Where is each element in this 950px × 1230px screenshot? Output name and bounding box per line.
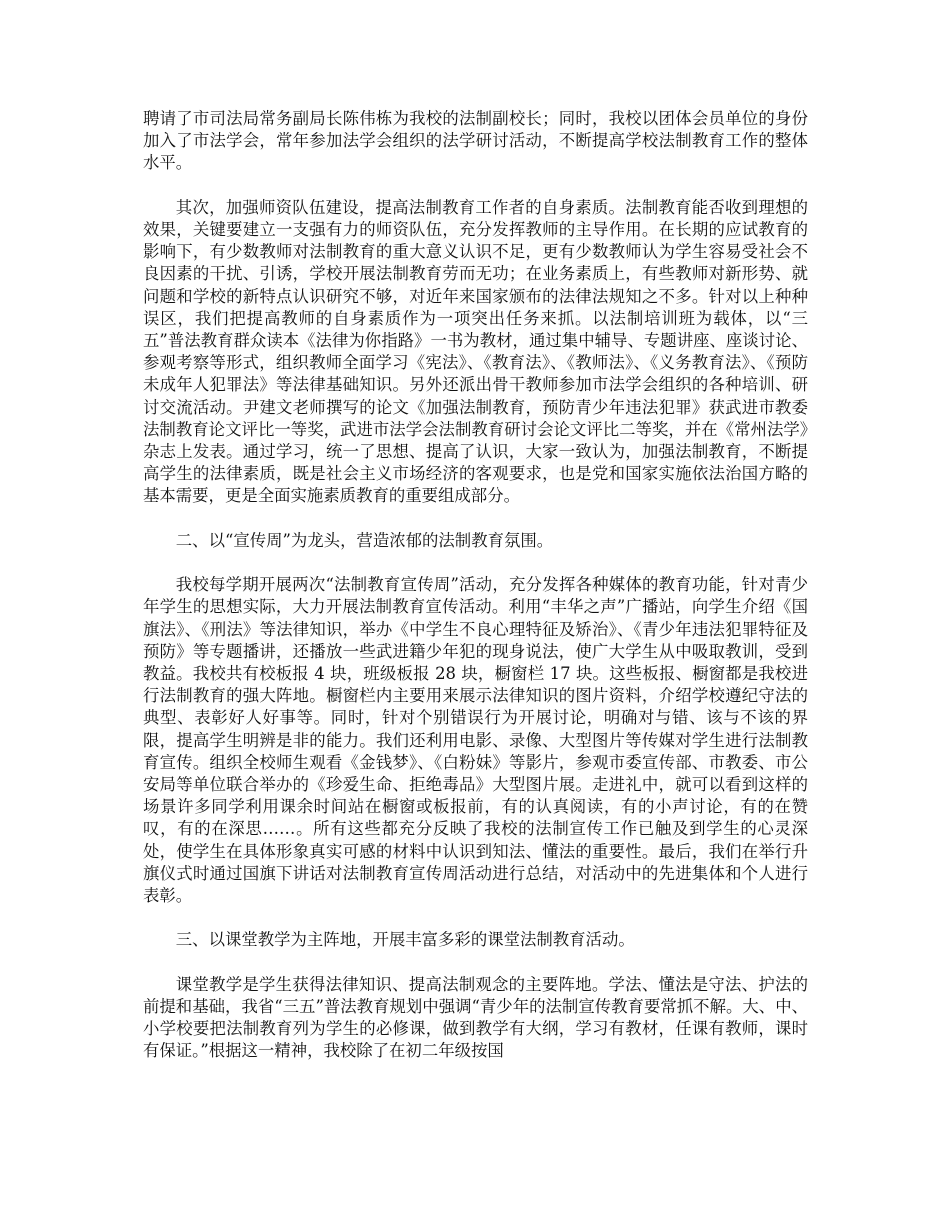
section-heading-publicity-week: 二、以“宣传周”为龙头，营造浓郁的法制教育氛围。 [175,530,554,550]
paragraph-continued: 聘请了市司法局常务副局长陈伟栋为我校的法制副校长；同时，我校以团体会员单位的身份加入了市法学会，常年参加法学会组织的法学研讨活动，不断提高学校法制教育工作的整体水平。 [143,109,808,173]
section-heading-classroom: 三、以课堂教学为主阵地，开展丰富多彩的课堂法制教育活动。 [175,930,635,950]
paragraph-publicity-week: 我校每学期开展两次“法制教育宣传周”活动，充分发挥各种媒体的教育功能，针对青少年学生的思想实际，大力开展法制教育宣传活动。利用“丰华之声”广播站，向学生介绍《国旗法》、《刑法》等法律知识，举办《中学生不良心理特征及矫治》、《青少年违法犯罪特征及预防》等专题播讲，还播放一些武进籍少年犯的现身说法，使广大学生从中吸取教训，受到教益。我校共有校板报 4 块，班级板报 28 块，橱窗栏 17 块。这些板报、橱窗都是我校进行法制教育的强大阵地。橱窗栏内主要用来展示法律知识的图片资料，介绍学校遵纪守法的典型、表彰好人好事等。同时，针对个别错误行为开展讨论，明确对与错、该与不该的界限，提高学生明辨是非的能力。我们还利用电影、录像、大型图片等传媒对学生进行法制教育宣传。组织全校师生观看《金钱梦》、《白粉妹》等影片，参观市委宣传部、市教委、市公安局等单位联合举办的《珍爱生命、拒绝毒品》大型图片展。走进礼中，就可以看到这样的场景许多同学利用课余时间站在橱窗或板报前，有的认真阅读，有的小声讨论，有的在赞叹，有的在深思……。所有这些都充分反映了我校的法制宣传工作已触及到学生的心灵深处，使学生在具体形象真实可感的材料中认识到知法、懂法的重要性。最后，我们在举行升旗仪式时通过国旗下讲话对法制教育宣传周活动进行总结，对活动中的先进集体和个人进行表彰。 [143,575,808,906]
paragraph-teacher-training: 其次，加强师资队伍建设，提高法制教育工作者的自身素质。法制教育能否收到理想的效果，关键要建立一支强有力的师资队伍，充分发挥教师的主导作用。在长期的应试教育的影响下，有少数教师对法制教育的重大意义认识不足，更有少数教师认为学生容易受社会不良因素的干扰、引诱，学校开展法制教育劳而无功；在业务素质上，有些教师对新形势、就问题和学校的新特点认识研究不够，对近年来国家颁布的法律法规知之不多。针对以上种种误区，我们把提高教师的自身素质作为一项突出任务来抓。以法制培训班为载体，以“三五”普法教育群众读本《法律为你指路》一书为教材，通过集中辅导、专题讲座、座谈讨论、参观考察等形式，组织教师全面学习《宪法》、《教育法》、《教师法》、《义务教育法》、《预防未成年人犯罪法》等法律基础知识。另外还派出骨干教师参加市法学会组织的各种培训、研讨交流活动。尹建文老师撰写的论文《加强法制教育，预防青少年违法犯罪》获武进市教委法制教育论文评比一等奖，武进市法学会法制教育研讨会论文评比二等奖，并在《常州法学》杂志上发表。通过学习，统一了思想、提高了认识，大家一致认为，加强法制教育，不断提高学生的法律素质，既是社会主义市场经济的客观要求，也是党和国家实施依法治国方略的基本需要，更是全面实施素质教育的重要组成部分。 [143,197,808,506]
document-page [143,108,808,1085]
paragraph-classroom: 课堂教学是学生获得法律知识、提高法制观念的主要阵地。学法、懂法是守法、护法的前提和基础，我省“三五”普法教育规划中强调“青少年的法制宣传教育要常抓不解。大、中、小学校要把法制教育列为学生的必修课，做到教学有大纲，学习有教材，任课有教师，课时有保证。”根据这一精神，我校除了在初二年级按国 [143,974,808,1061]
